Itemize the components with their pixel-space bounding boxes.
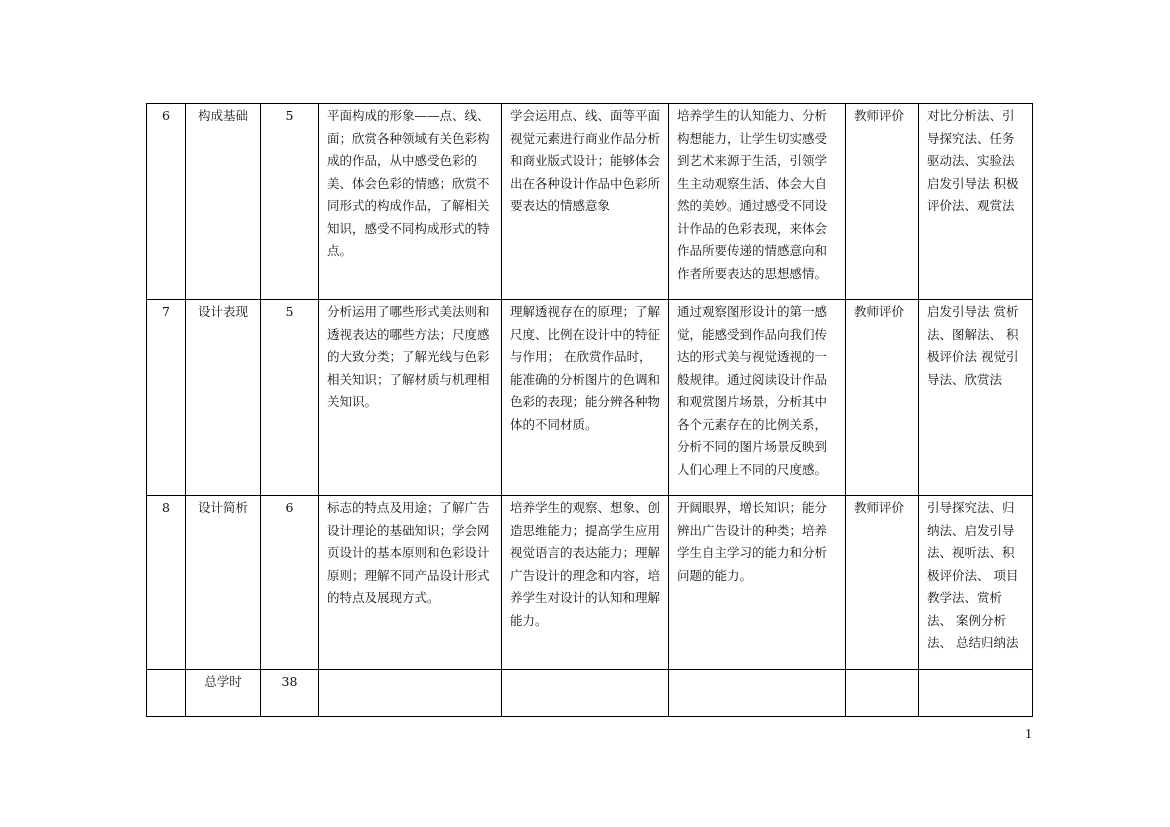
cell-module-name: 构成基础	[186, 104, 261, 300]
cell-module-name: 设计简析	[186, 496, 261, 670]
cell-skills: 学会运用点、线、面等平面视觉元素进行商业作品分析和商业版式设计；能够体会出在各种设计作品中色彩所要表达的情感意象	[502, 104, 669, 300]
cell-evaluation: 教师评价	[846, 300, 919, 496]
cell-module-name: 设计表现	[186, 300, 261, 496]
cell-quality: 开阔眼界，增长知识；能分辨出广告设计的种类；培养学生自主学习的能力和分析问题的能力。	[669, 496, 846, 670]
cell-evaluation: 教师评价	[846, 104, 919, 300]
total-label: 总学时	[186, 670, 261, 717]
cell-knowledge: 标志的特点及用途；了解广告设计理论的基础知识；学会网页设计的基本原则和色彩设计原则；理解不同产品设计形式的特点及展现方式。	[319, 496, 502, 670]
cell-no: 7	[147, 300, 186, 496]
total-hours: 38	[261, 670, 319, 717]
cell-methods: 对比分析法、引导探究法、任务驱动法、实验法 启发引导法 积极评价法、观赏法	[919, 104, 1033, 300]
cell-quality: 通过观察图形设计的第一感觉，能感受到作品向我们传达的形式美与视觉透视的一般规律。通过阅读设计作品和观赏图片场景，分析其中各个元素存在的比例关系，分析不同的图片场景反映到人们心理上不同的尺度感。	[669, 300, 846, 496]
cell-hours: 6	[261, 496, 319, 670]
table-row	[147, 496, 1033, 670]
cell-empty	[319, 670, 502, 717]
table-row	[147, 104, 1033, 300]
cell-empty	[147, 670, 186, 717]
table-row	[147, 300, 1033, 496]
total-row	[147, 670, 1033, 717]
cell-knowledge: 平面构成的形象——点、线、面；欣赏各种领域有关色彩构成的作品，从中感受色彩的美、体会色彩的情感；欣赏不同形式的构成作品，了解相关知识，感受不同构成形式的特点。	[319, 104, 502, 300]
cell-quality: 培养学生的认知能力、分析构想能力，让学生切实感受到艺术来源于生活，引领学生主动观察生活、体会大自然的美妙。通过感受不同设计作品的色彩表现，来体会作品所要传递的情感意向和作者所要表达的思想感情。	[669, 104, 846, 300]
cell-hours: 5	[261, 300, 319, 496]
cell-empty	[669, 670, 846, 717]
cell-skills: 培养学生的观察、想象、创造思维能力；提高学生应用视觉语言的表达能力；理解广告设计的理念和内容，培养学生对设计的认知和理解能力。	[502, 496, 669, 670]
cell-empty	[919, 670, 1033, 717]
cell-knowledge: 分析运用了哪些形式美法则和透视表达的哪些方法；尺度感的大致分类；了解光线与色彩相关知识；了解材质与机理相关知识。	[319, 300, 502, 496]
cell-empty	[502, 670, 669, 717]
cell-empty	[846, 670, 919, 717]
page-number: 1	[1025, 727, 1032, 742]
course-table	[146, 103, 1033, 717]
cell-evaluation: 教师评价	[846, 496, 919, 670]
cell-methods: 引导探究法、归纳法、启发引导法、视听法、积极评价法、 项目教学法、赏析法、 案例分析法、 总结归纳法	[919, 496, 1033, 670]
cell-no: 8	[147, 496, 186, 670]
cell-methods: 启发引导法 赏析法、图解法、 积极评价法 视觉引导法、欣赏法	[919, 300, 1033, 496]
cell-hours: 5	[261, 104, 319, 300]
cell-no: 6	[147, 104, 186, 300]
cell-skills: 理解透视存在的原理；了解尺度、比例在设计中的特征与作用； 在欣赏作品时，能准确的分析图片的色调和色彩的表现；能分辨各种物体的不同材质。	[502, 300, 669, 496]
